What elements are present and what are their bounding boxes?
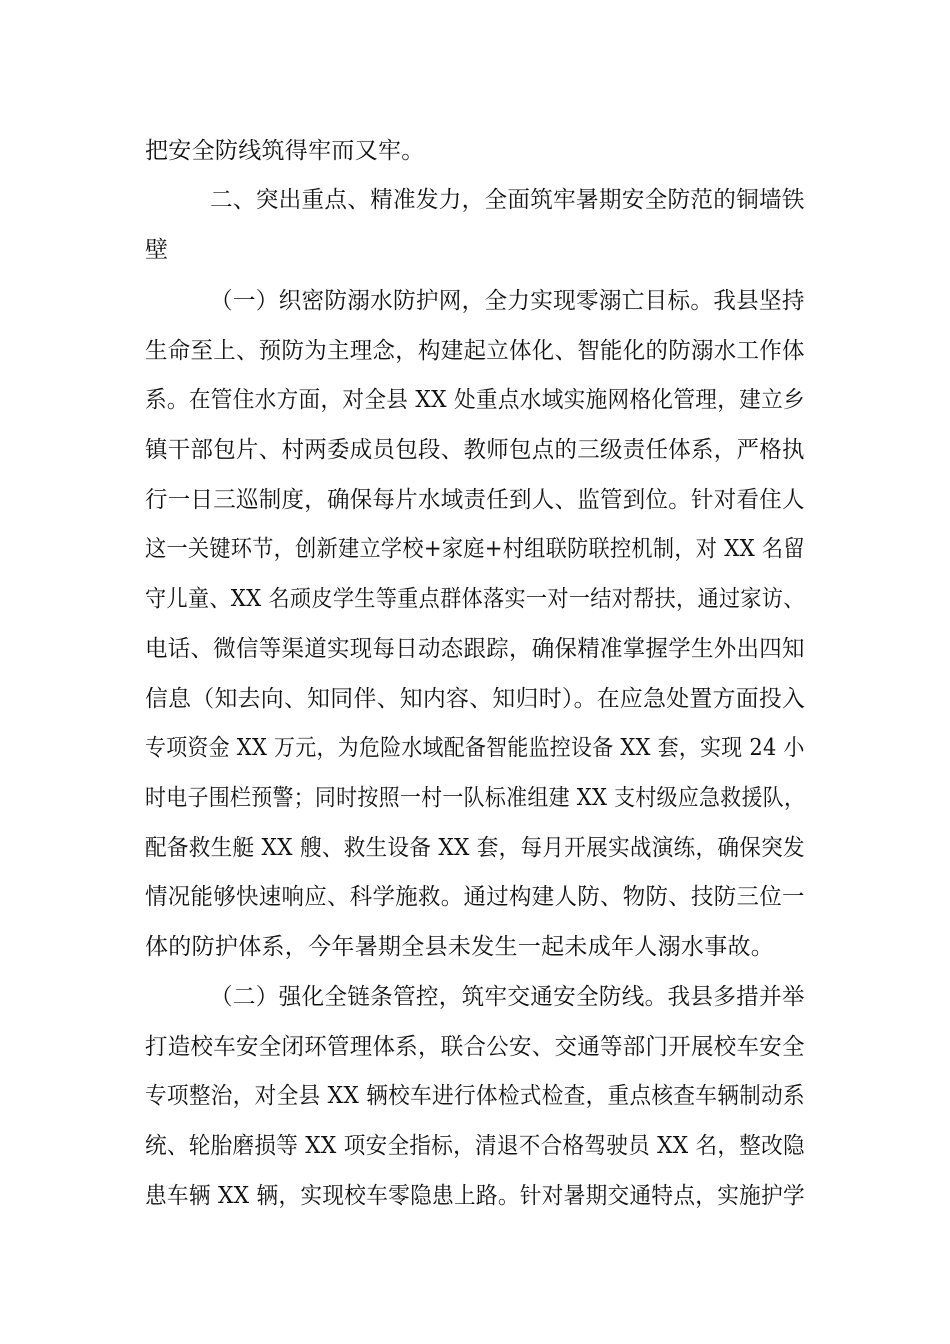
section-heading-line: 二、突出重点、精准发力，全面筑牢暑期安全防范的铜墙铁: [210, 187, 805, 213]
section-heading-line: 壁: [145, 237, 169, 263]
body-text-line: 镇干部包片、村两委成员包段、教师包点的三级责任体系，严格执: [145, 437, 805, 463]
body-text-line: 时电子围栏预警；同时按照一村一队标准组建 XX 支村级应急救援队，: [145, 785, 806, 811]
body-text-line: 系。在管住水方面，对全县 XX 处重点水域实施网格化管理，建立乡: [145, 387, 805, 413]
body-text-line: 生命至上、预防为主理念，构建起立体化、智能化的防溺水工作体: [145, 338, 805, 364]
subsection-heading-line: （一）织密防溺水防护网，全力实现零溺亡目标。我县坚持: [210, 288, 805, 314]
body-text-line: 患车辆 XX 辆，实现校车零隐患上路。针对暑期交通特点，实施护学: [145, 1183, 805, 1209]
body-text-line: 专项整治，对全县 XX 辆校车进行体检式检查，重点核查车辆制动系: [145, 1083, 805, 1109]
subsection-heading-line: （二）强化全链条管控，筑牢交通安全防线。我县多措并举: [210, 984, 805, 1010]
body-text-line: 配备救生艇 XX 艘、救生设备 XX 套，每月开展实战演练，确保突发: [145, 835, 805, 861]
body-text-line: 守儿童、XX 名顽皮学生等重点群体落实一对一结对帮扶，通过家访、: [145, 586, 805, 612]
body-text-line: 把安全防线筑得牢而又牢。: [145, 138, 425, 164]
body-text-line: 体的防护体系，今年暑期全县未发生一起未成年人溺水事故。: [145, 934, 775, 960]
body-text-line: 这一关键环节，创新建立学校+家庭+村组联防联控机制，对 XX 名留: [145, 536, 805, 562]
body-text-line: 打造校车安全闭环管理体系，联合公安、交通等部门开展校车安全: [145, 1034, 805, 1060]
body-text-line: 电话、微信等渠道实现每日动态跟踪，确保精准掌握学生外出四知: [145, 636, 805, 662]
body-text-line: 专项资金 XX 万元，为危险水域配备智能监控设备 XX 套，实现 24 小: [145, 735, 805, 761]
body-text-line: 统、轮胎磨损等 XX 项安全指标，清退不合格驾驶员 XX 名，整改隐: [145, 1133, 805, 1159]
body-text-line: 信息（知去向、知同伴、知内容、知归时）。在应急处置方面投入: [145, 686, 806, 712]
body-text-line: 情况能够快速响应、科学施救。通过构建人防、物防、技防三位一: [145, 884, 805, 910]
body-text-line: 行一日三巡制度，确保每片水域责任到人、监管到位。针对看住人: [145, 487, 805, 513]
